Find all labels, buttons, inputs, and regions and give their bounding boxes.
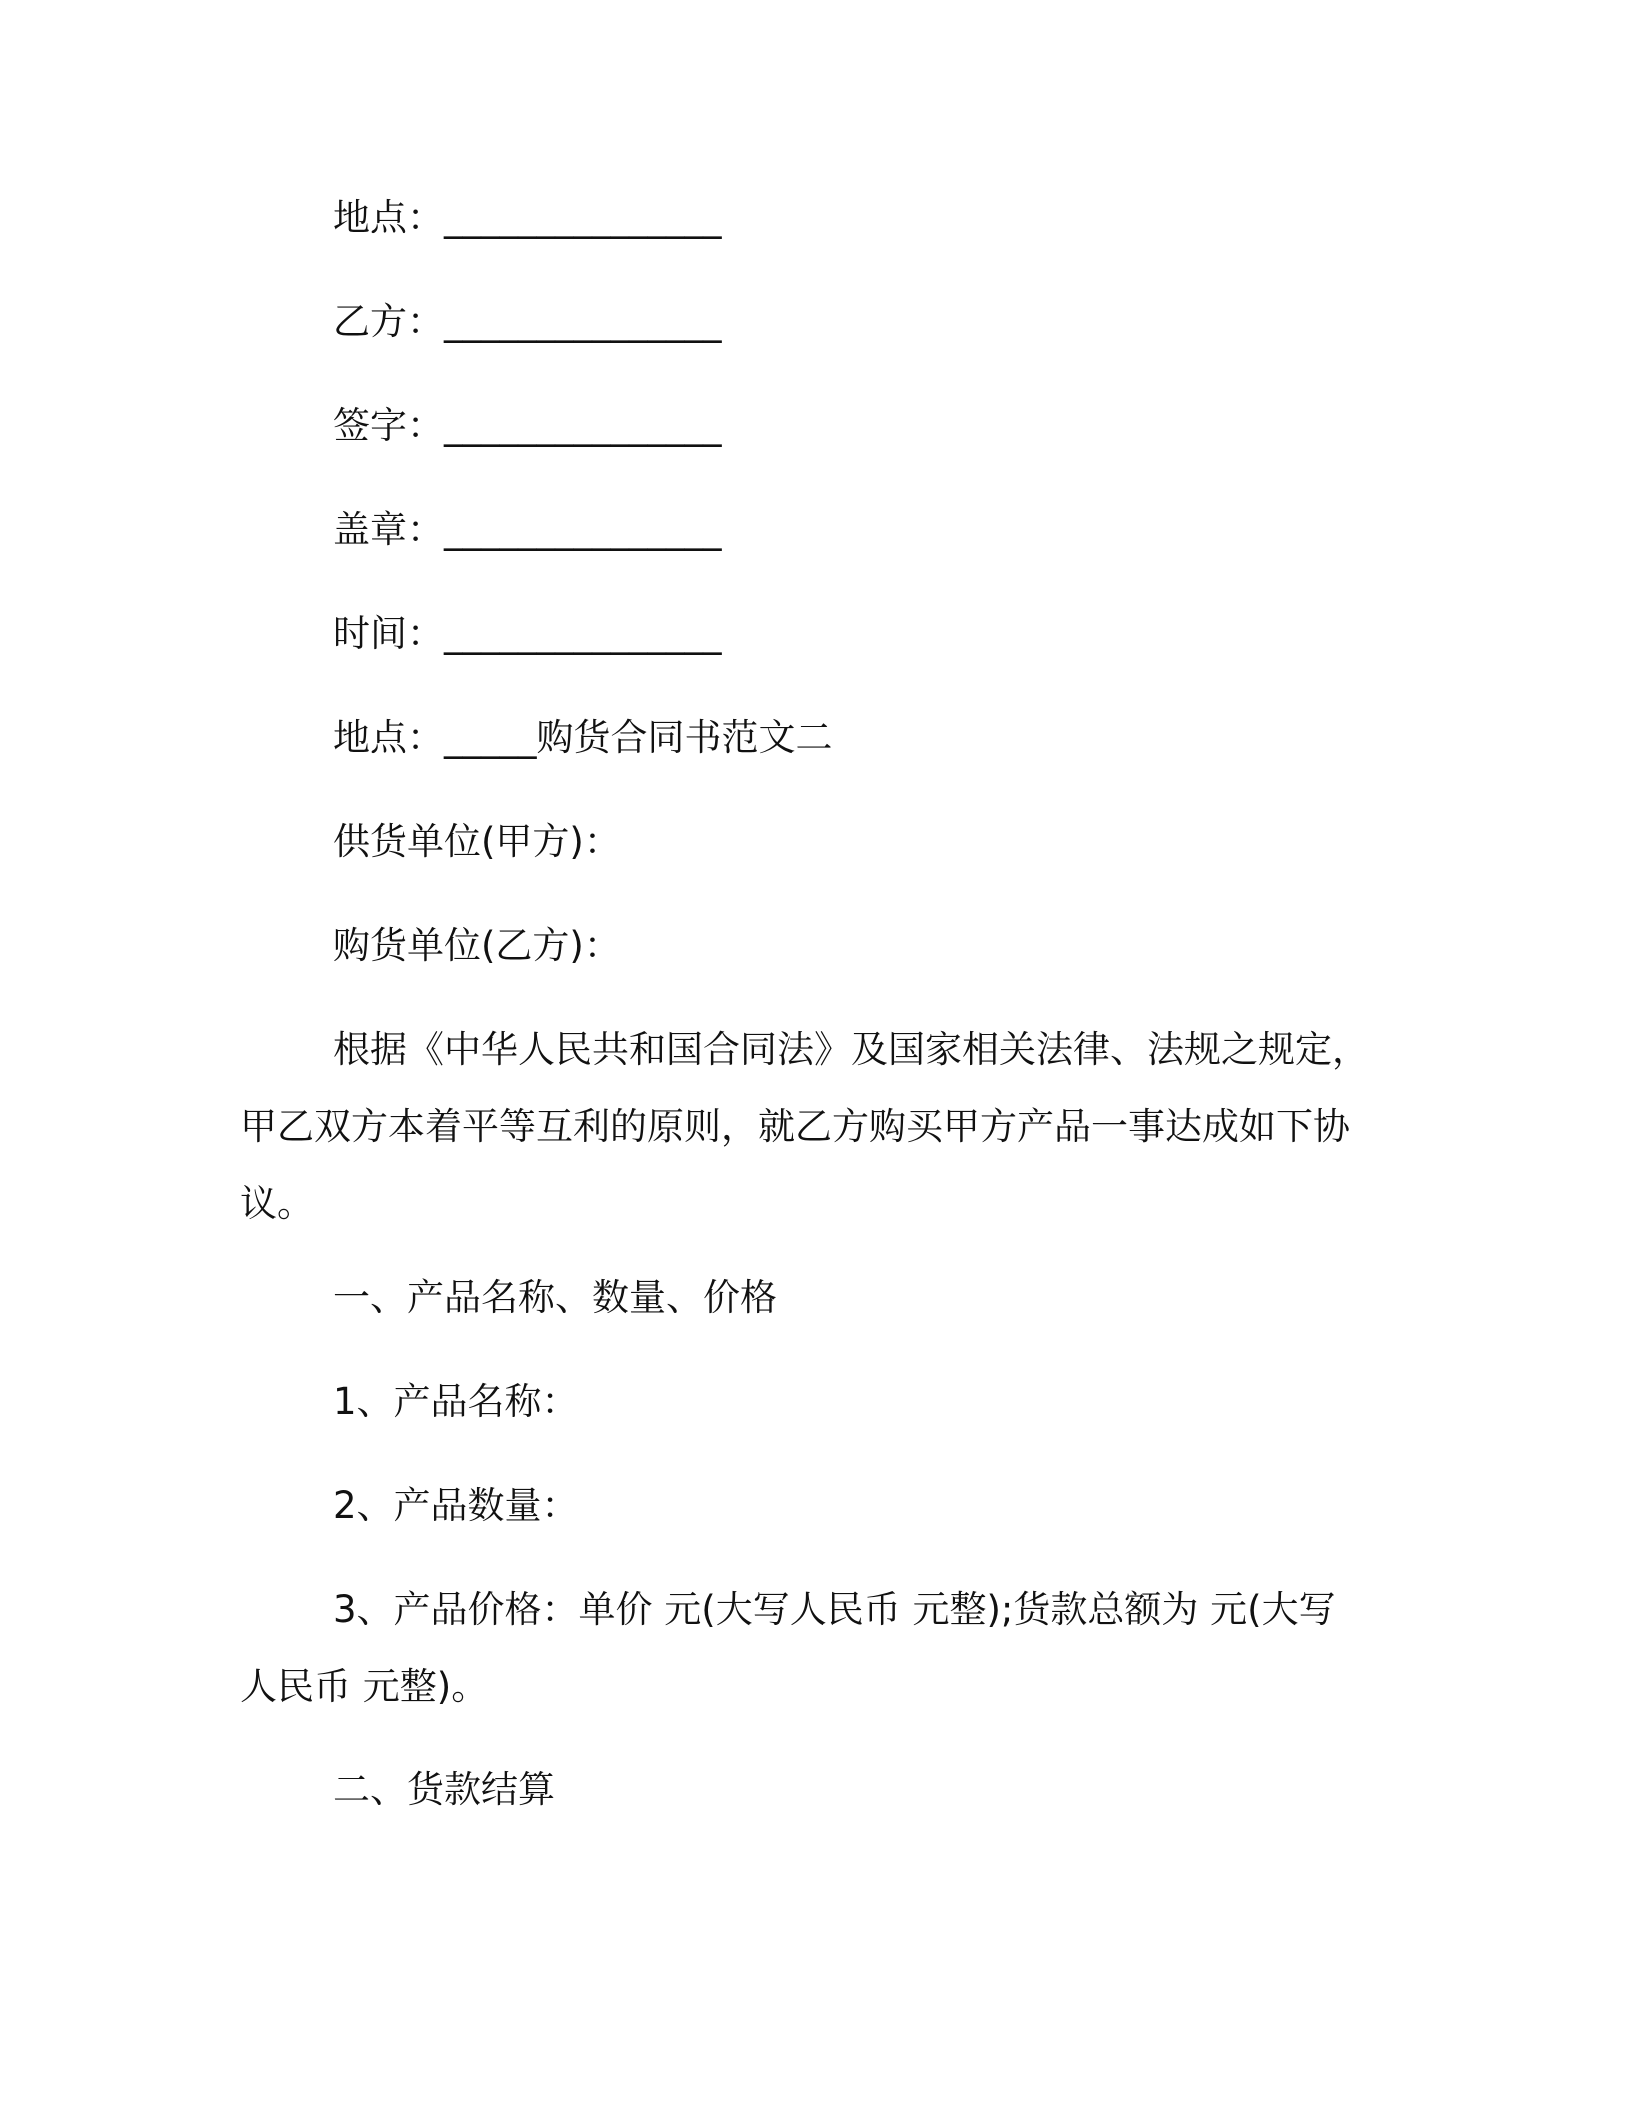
time-line: 时间：_______________	[333, 612, 722, 655]
section-heading-payment: 二、货款结算	[333, 1768, 555, 1811]
location-title-line: 地点：_____购货合同书范文二	[333, 716, 833, 759]
supplier-line: 供货单位(甲方)：	[333, 820, 621, 863]
seal-line: 盖章：_______________	[333, 508, 722, 551]
location-line: 地点：_______________	[333, 196, 722, 239]
party-b-line: 乙方：_______________	[333, 300, 722, 343]
intro-paragraph: 根据《中华人民共和国合同法》及国家相关法律、法规之规定，甲乙双方本着平等互利的原则，就乙方购买甲方产品一事达成如下协议。	[240, 1028, 1369, 1225]
item-product-price: 3、产品价格：单价 元(大写人民币 元整);货款总额为 元(大写人民币 元整)。	[240, 1588, 1336, 1708]
item-product-quantity: 2、产品数量：	[333, 1484, 579, 1527]
section-heading-products: 一、产品名称、数量、价格	[333, 1276, 777, 1319]
signature-line: 签字：_______________	[333, 404, 722, 447]
item-product-name: 1、产品名称：	[333, 1380, 579, 1423]
buyer-line: 购货单位(乙方)：	[333, 924, 621, 967]
